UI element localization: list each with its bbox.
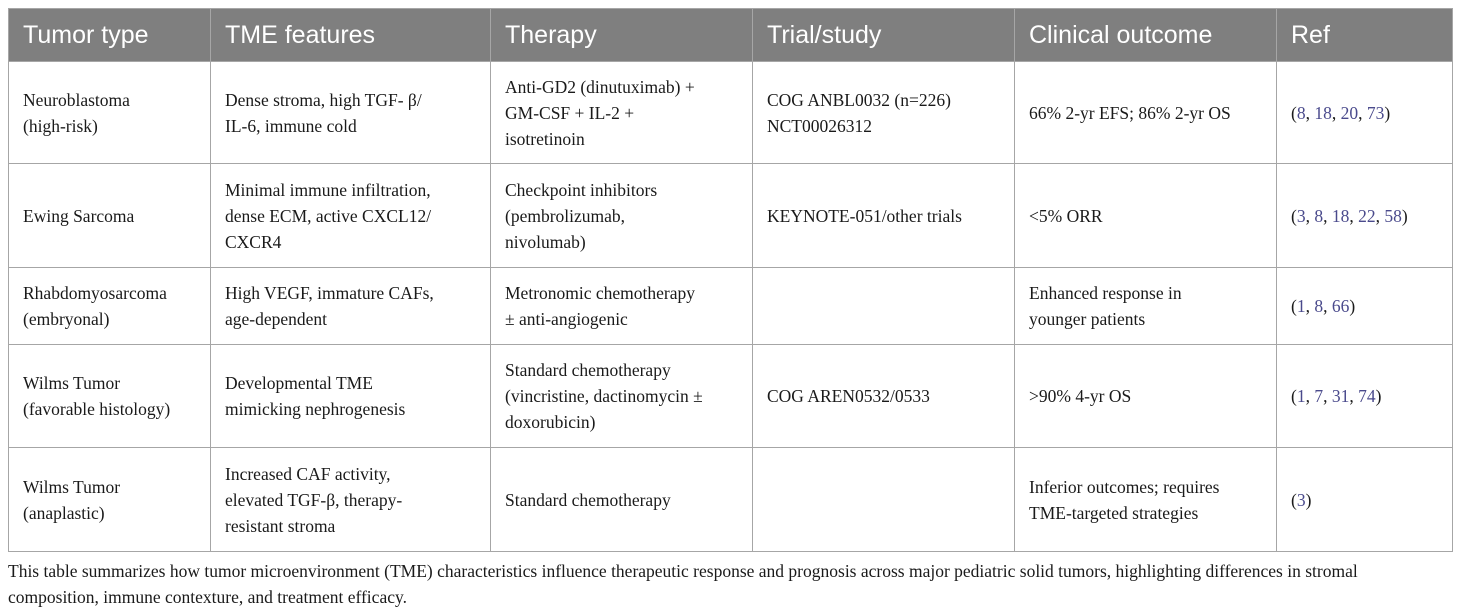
reference-link[interactable]: 8 (1296, 102, 1306, 123)
table-row (9, 448, 1453, 552)
header-trial-study: Trial/study (753, 9, 1015, 62)
tme-table (8, 8, 1453, 552)
reference-link[interactable]: 1 (1296, 296, 1306, 316)
table-row (9, 345, 1453, 448)
cell-therapy: Standard chemotherapy (vincristine, dactinomycin ± doxorubicin) (491, 345, 753, 448)
reference-link[interactable]: 66 (1331, 296, 1350, 316)
cell-trial: COG ANBL0032 (n=226) NCT00026312 (753, 62, 1015, 164)
reference-link[interactable]: 22 (1358, 205, 1376, 226)
cell-tme-features: Minimal immune infiltration, dense ECM, active CXCL12/ CXCR4 (211, 164, 491, 268)
cell-tme-features: Dense stroma, high TGF- β/ IL-6, immune cold (211, 62, 491, 164)
reference-link[interactable]: 18 (1331, 205, 1350, 226)
cell-tme-features: High VEGF, immature CAFs, age-dependent (211, 268, 491, 345)
cell-therapy: Checkpoint inhibitors (pembrolizumab, nivolumab) (491, 164, 753, 268)
cell-trial: KEYNOTE-051/other trials (753, 164, 1015, 268)
cell-trial (753, 268, 1015, 345)
cell-outcome: Enhanced response in younger patients (1015, 268, 1277, 345)
cell-outcome: >90% 4-yr OS (1015, 345, 1277, 448)
header-tme-features: TME features (211, 9, 491, 62)
table-caption: This table summarizes how tumor microenvironment (TME) characteristics influence therapeutic response and prognosis across major pediatric solid tumors, highlighting differences in stromal composition, immune contexture, and treatment efficacy. (8, 561, 1358, 607)
reference-link[interactable]: 73 (1366, 102, 1385, 123)
reference-link[interactable]: 8 (1314, 296, 1324, 316)
cell-therapy: Metronomic chemotherapy ± anti-angiogenic (491, 268, 753, 345)
cell-refs: (1, 8, 66) (1277, 268, 1453, 345)
header-row (9, 9, 1453, 62)
reference-link[interactable]: 20 (1340, 102, 1359, 123)
cell-tumor-type: Rhabdomyosarcoma (embryonal) (9, 268, 211, 345)
cell-outcome: 66% 2-yr EFS; 86% 2-yr OS (1015, 62, 1277, 164)
cell-outcome: <5% ORR (1015, 164, 1277, 268)
reference-link[interactable]: 18 (1314, 102, 1332, 123)
reference-link[interactable]: 58 (1384, 205, 1402, 226)
table-row (9, 268, 1453, 345)
reference-link[interactable]: 8 (1314, 205, 1324, 226)
cell-outcome: Inferior outcomes; requires TME-targeted strategies (1015, 448, 1277, 552)
cell-refs: (1, 7, 31, 74) (1277, 345, 1453, 448)
header-therapy: Therapy (491, 9, 753, 62)
cell-therapy: Anti-GD2 (dinutuximab) + GM-CSF + IL-2 + isotretinoin (491, 62, 753, 164)
reference-link[interactable]: 74 (1358, 386, 1376, 406)
cell-tme-features: Developmental TME mimicking nephrogenesis (211, 345, 491, 448)
reference-link[interactable]: 7 (1314, 386, 1324, 406)
cell-refs: (3, 8, 18, 22, 58) (1277, 164, 1453, 268)
table-row (9, 164, 1453, 268)
cell-refs: (3) (1277, 448, 1453, 552)
cell-tumor-type: Wilms Tumor (favorable histology) (9, 345, 211, 448)
reference-link[interactable]: 31 (1331, 386, 1350, 406)
reference-link[interactable]: 3 (1296, 489, 1306, 510)
header-ref: Ref (1277, 9, 1453, 62)
cell-trial (753, 448, 1015, 552)
cell-tumor-type: Wilms Tumor (anaplastic) (9, 448, 211, 552)
cell-tumor-type: Ewing Sarcoma (9, 164, 211, 268)
cell-tumor-type: Neuroblastoma (high-risk) (9, 62, 211, 164)
cell-therapy: Standard chemotherapy (491, 448, 753, 552)
reference-link[interactable]: 1 (1296, 386, 1306, 406)
document (8, 8, 1452, 610)
cell-refs: (8, 18, 20, 73) (1277, 62, 1453, 164)
cell-trial: COG AREN0532/0533 (753, 345, 1015, 448)
reference-link[interactable]: 3 (1296, 205, 1306, 226)
cell-tme-features: Increased CAF activity, elevated TGF-β, therapy- resistant stroma (211, 448, 491, 552)
table-row (9, 62, 1453, 164)
header-tumor-type: Tumor type (9, 9, 211, 62)
header-clinical-outcome: Clinical outcome (1015, 9, 1277, 62)
